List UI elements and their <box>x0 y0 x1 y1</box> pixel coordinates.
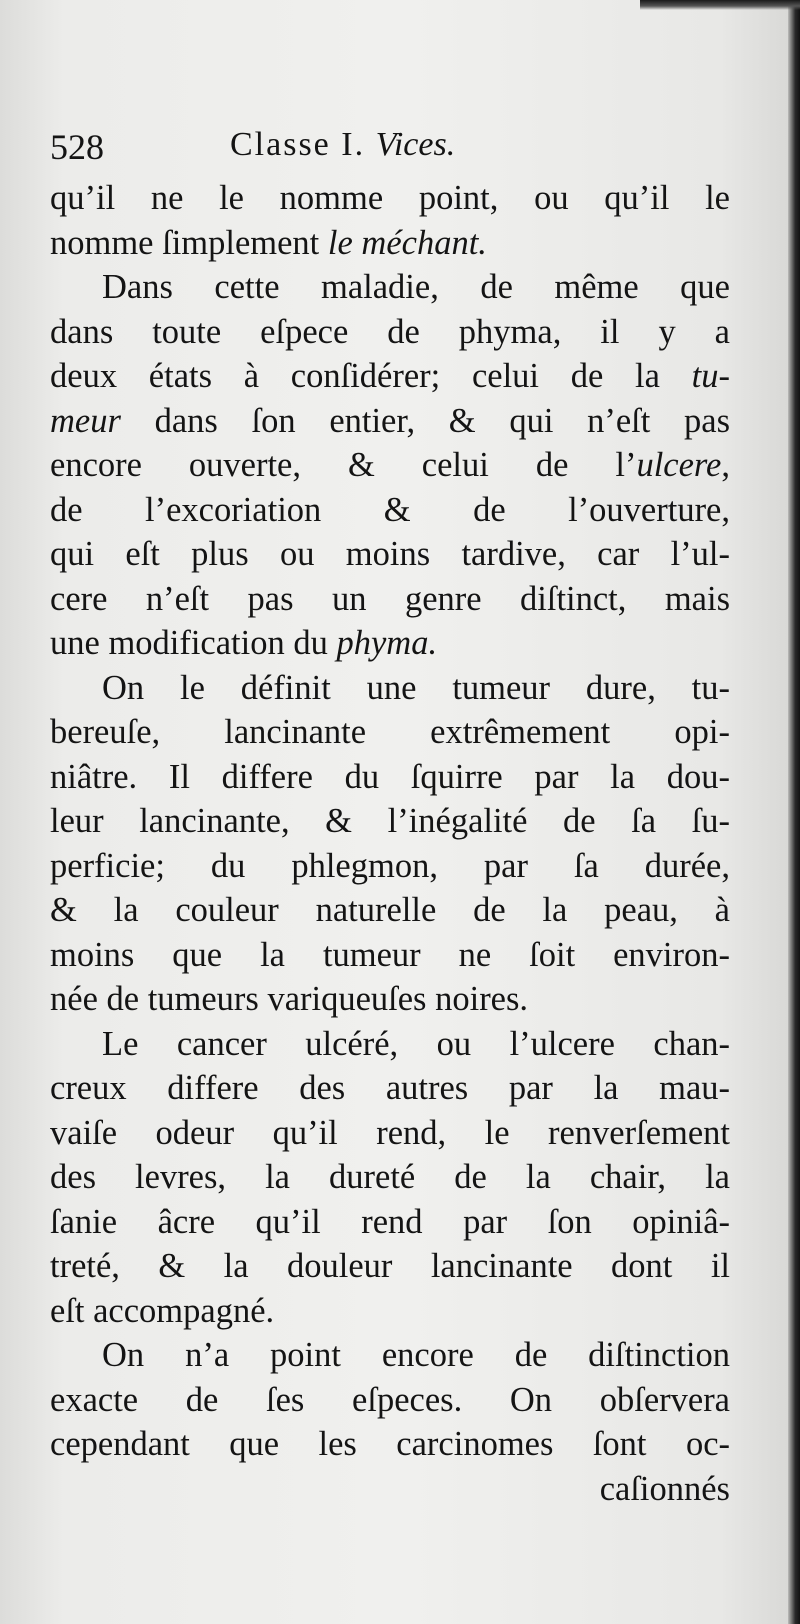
page-corner-shadow <box>640 0 800 10</box>
text-line: qui eſt plus ou moins tardive, car l’ul- <box>50 535 730 573</box>
catchword: caſionnés <box>599 1469 730 1508</box>
text-line: cependant que les carcinomes ſont oc- <box>50 1425 730 1463</box>
text-line <box>50 354 730 399</box>
text-line: Le cancer ulcéré, ou l’ulcere chan- <box>102 1024 730 1063</box>
text-line: & la couleur naturelle de la peau, à <box>50 891 730 929</box>
body-text <box>50 176 730 1511</box>
text-line: treté, & la douleur lancinante dont il <box>50 1247 730 1285</box>
italic-text: meur <box>50 401 121 440</box>
text-fragment: nomme ſimplement <box>50 223 328 262</box>
text-line: née de tumeurs variqueuſes noires. <box>50 980 529 1018</box>
italic-text: le méchant. <box>327 223 487 262</box>
running-head <box>230 126 455 164</box>
running-head-section: Vices. <box>375 126 456 163</box>
text-fragment: dans ſon entier, & qui n’eſt pas <box>120 401 730 440</box>
text-fragment: deux états à conſidérer; celui de la <box>50 357 692 395</box>
text-line: des levres, la dureté de la chair, la <box>50 1158 730 1196</box>
text-line: leur lancinante, & l’inégalité de ſa ſu- <box>50 802 730 840</box>
text-line: cere n’eſt pas un genre diſtinct, mais <box>50 579 730 618</box>
text-line: ſanie âcre qu’il rend par ſon opiniâ- <box>50 1202 730 1241</box>
text-line: eſt accompagné. <box>50 1291 275 1330</box>
italic-text: phyma. <box>336 624 438 662</box>
text-line <box>50 399 730 444</box>
text-line: exacte de ſes eſpeces. On obſervera <box>50 1380 730 1419</box>
page-number: 528 <box>50 127 104 167</box>
text-line: Dans cette maladie, de même que <box>102 268 730 306</box>
text-line: On le définit une tumeur dure, tu- <box>102 668 730 707</box>
text-line: niâtre. Il differe du ſquirre par la dou- <box>50 757 730 796</box>
text-line: moins que la tumeur ne ſoit environ- <box>50 935 730 974</box>
text-line <box>50 443 730 488</box>
text-line: dans toute eſpece de phyma, il y a <box>50 312 730 351</box>
text-fragment: une modification du <box>50 624 337 662</box>
text-fragment: , <box>721 446 730 484</box>
text-line <box>50 221 730 266</box>
italic-text: tu- <box>691 357 730 395</box>
text-line: perficie; du phlegmon, par ſa durée, <box>50 846 730 885</box>
text-line: bereuſe, lancinante extrêmement opi- <box>50 713 730 751</box>
running-head-title: Classe I. <box>230 126 366 163</box>
text-line: de l’excoriation & de l’ouverture, <box>50 490 730 529</box>
text-line: vaiſe odeur qu’il rend, le renverſement <box>50 1113 730 1152</box>
text-line: On n’a point encore de diſtinction <box>102 1336 730 1374</box>
text-fragment: encore ouverte, & celui de l’ <box>50 446 637 484</box>
text-line: creux differe des autres par la mau- <box>50 1069 730 1107</box>
text-line <box>50 621 730 666</box>
page-header <box>50 126 730 176</box>
italic-text: ulcere <box>636 446 722 484</box>
text-line: qu’il ne le nomme point, ou qu’il le <box>50 179 730 217</box>
page-edge-shadow <box>788 0 800 1624</box>
